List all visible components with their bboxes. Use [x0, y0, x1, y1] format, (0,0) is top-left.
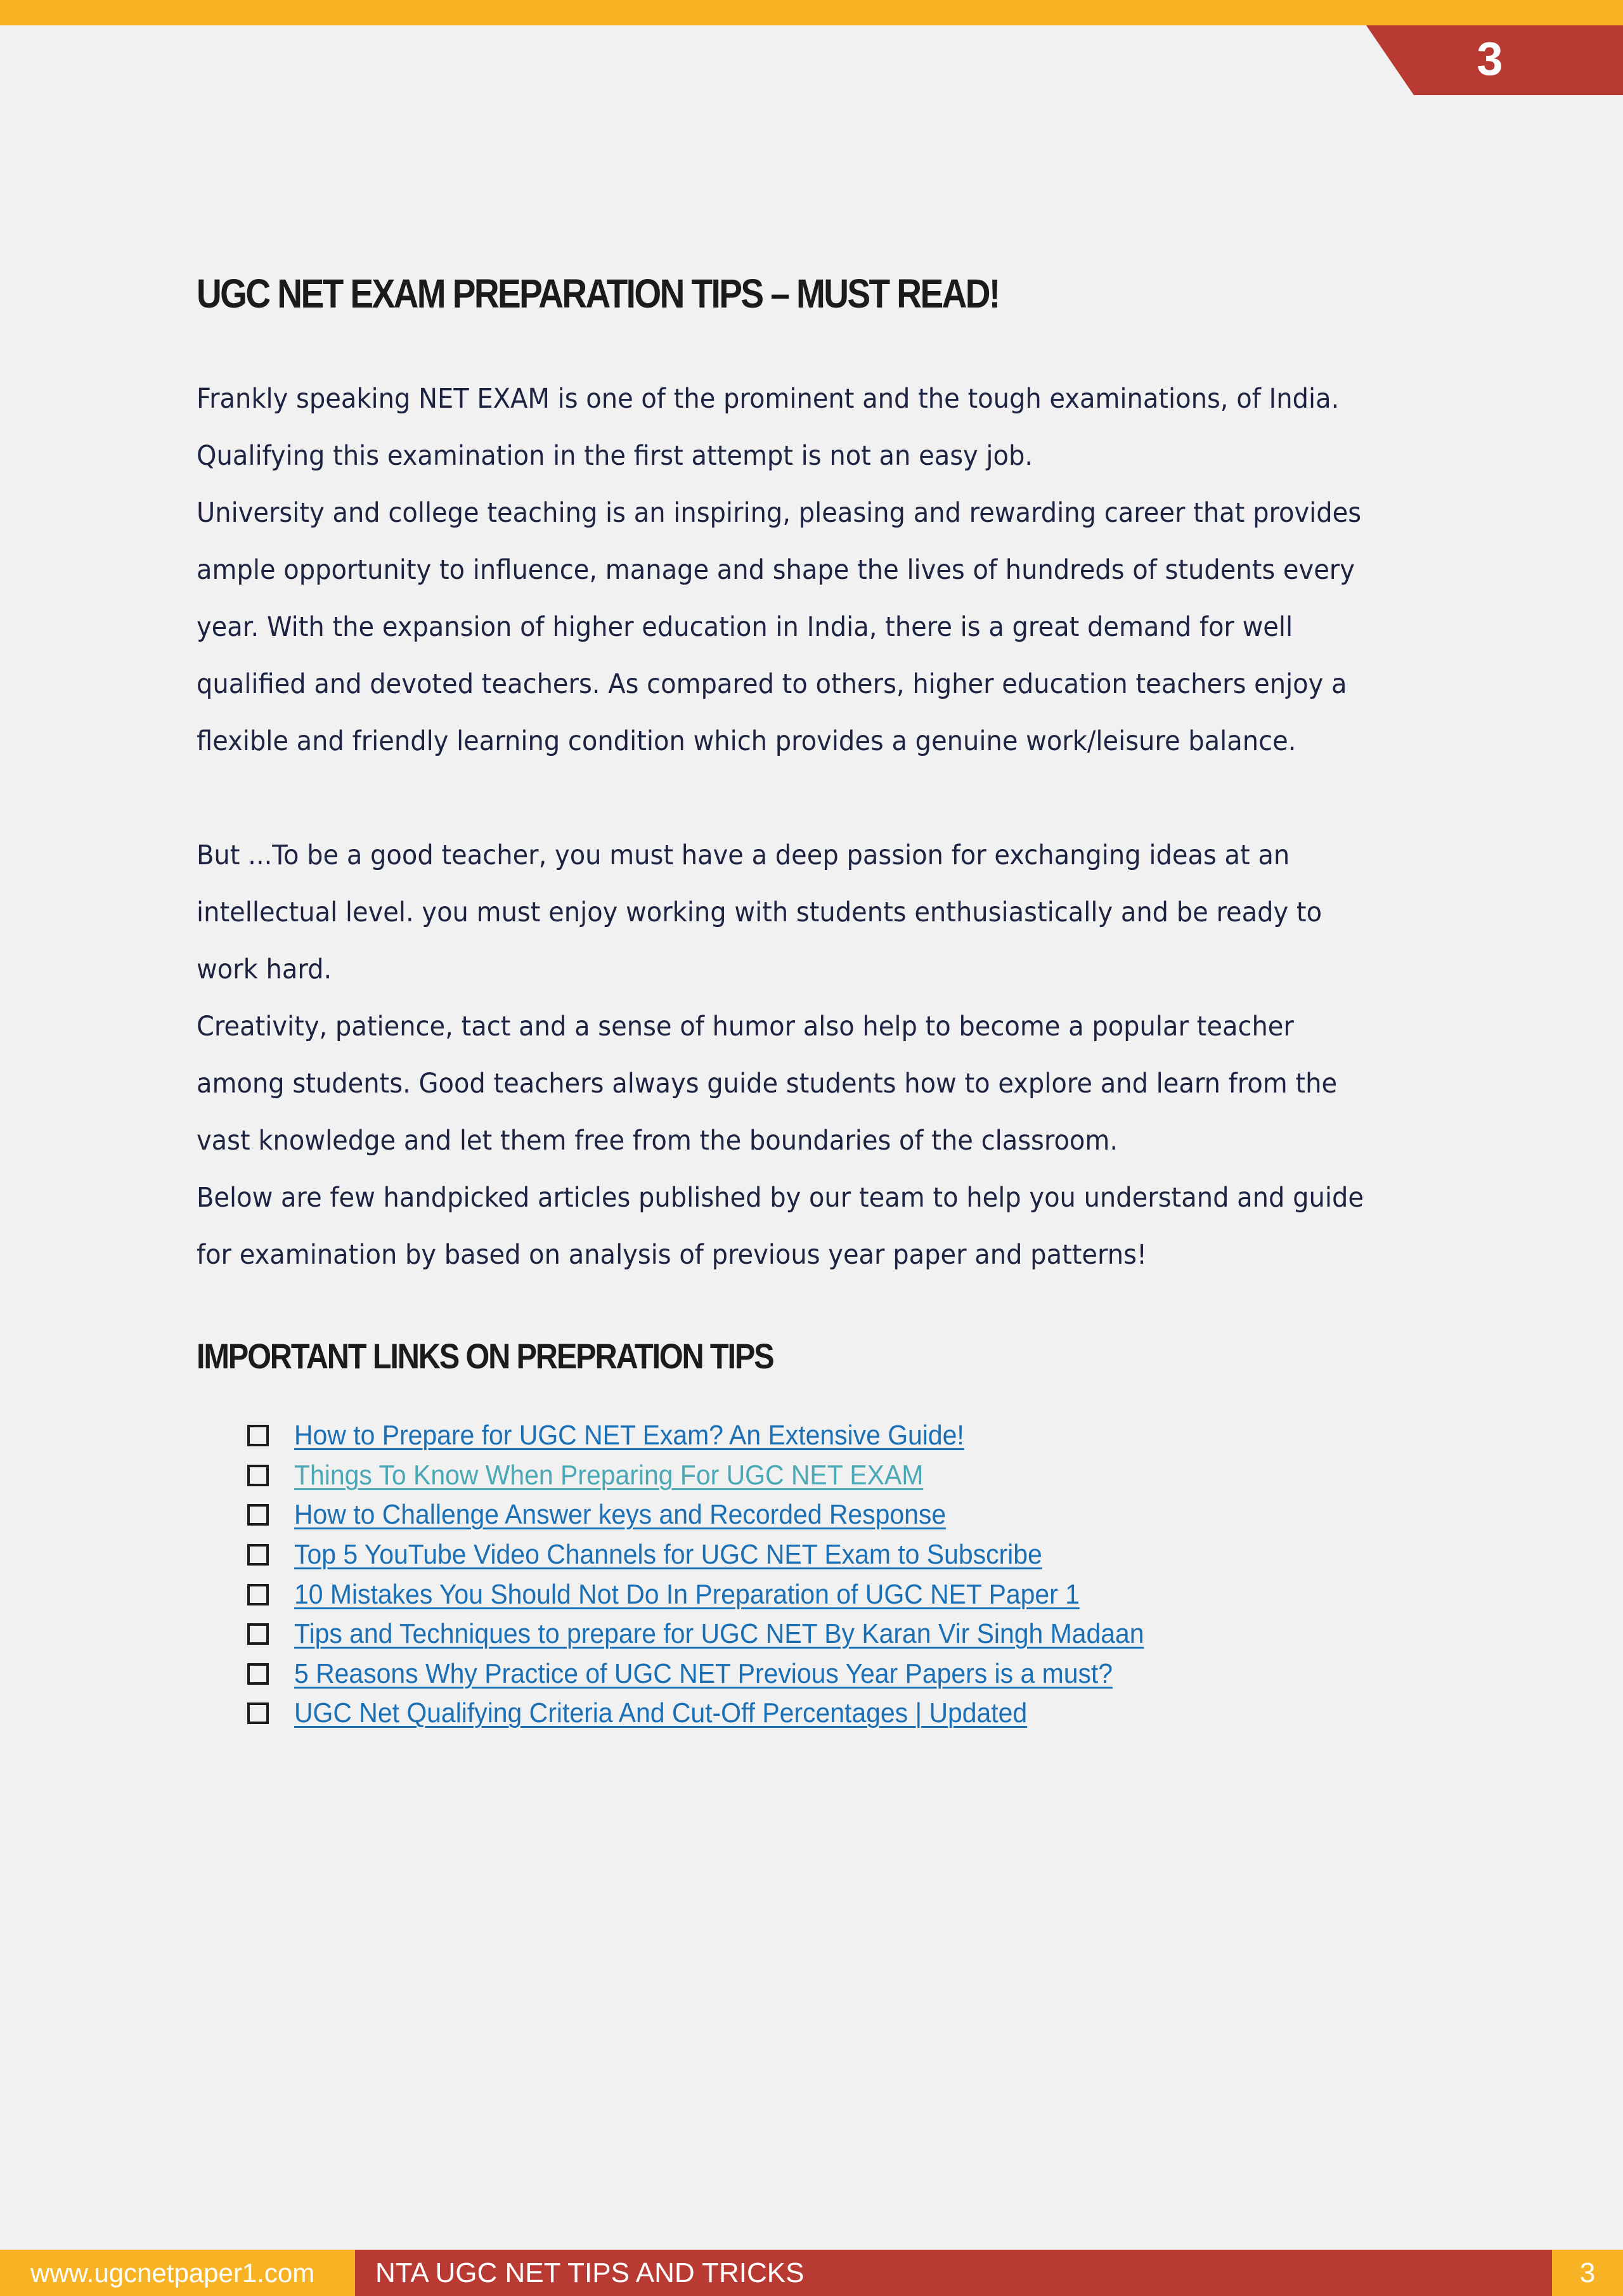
body-line: flexible and friendly learning condition which provides a genuine work/leisure balance. — [197, 725, 1296, 757]
checkbox-icon — [247, 1584, 269, 1605]
body-line: work hard. — [197, 954, 332, 985]
body-line: Frankly speaking NET EXAM is one of the prominent and the tough examinations, of India. — [197, 383, 1340, 415]
article-link[interactable]: Things To Know When Preparing For UGC NET EXAM — [294, 1459, 924, 1491]
checkbox-icon — [247, 1663, 269, 1685]
body-line: year. With the expansion of higher education in India, there is a great demand for well — [197, 611, 1293, 643]
article-link[interactable]: How to Challenge Answer keys and Recorded Response — [294, 1499, 947, 1531]
body-line: for examination by based on analysis of previous year paper and patterns! — [197, 1239, 1147, 1271]
checkbox-icon — [247, 1425, 269, 1446]
checkbox-icon — [247, 1623, 269, 1645]
footer-title: NTA UGC NET TIPS AND TRICKS — [355, 2250, 1552, 2296]
list-item — [247, 1694, 1208, 1734]
body-line: Below are few handpicked articles published by our team to help you understand and guide — [197, 1182, 1364, 1214]
checkbox-icon — [247, 1504, 269, 1526]
body-line: But ...To be a good teacher, you must have a deep passion for exchanging ideas at an — [197, 840, 1290, 871]
list-item — [247, 1654, 1208, 1694]
body-line: University and college teaching is an inspiring, pleasing and rewarding career that provides — [197, 497, 1362, 529]
page-title: UGC NET EXAM PREPARATION TIPS – MUST READ! — [197, 271, 999, 316]
article-link[interactable]: UGC Net Qualifying Criteria And Cut-Off Percentages | Updated — [294, 1697, 1028, 1729]
article-link[interactable]: Top 5 YouTube Video Channels for UGC NET Exam to Subscribe — [294, 1539, 1042, 1571]
article-link[interactable]: 10 Mistakes You Should Not Do In Preparation of UGC NET Paper 1 — [294, 1578, 1080, 1610]
article-link[interactable]: 5 Reasons Why Practice of UGC NET Previous Year Papers is a must? — [294, 1657, 1113, 1689]
top-accent-bar — [0, 0, 1623, 25]
footer-website-link[interactable]: www.ugcnetpaper1.com — [0, 2250, 355, 2296]
checkbox-icon — [247, 1465, 269, 1486]
body-line: Creativity, patience, tact and a sense of humor also help to become a popular teacher — [197, 1011, 1294, 1042]
body-line: among students. Good teachers always guide students how to explore and learn from the — [197, 1068, 1338, 1099]
page-number: 3 — [1477, 32, 1503, 85]
list-item — [247, 1495, 1208, 1535]
list-item — [247, 1416, 1208, 1456]
body-line: ample opportunity to influence, manage and shape the lives of hundreds of students every — [197, 554, 1355, 586]
article-link[interactable]: How to Prepare for UGC NET Exam? An Extensive Guide! — [294, 1420, 964, 1451]
checkbox-icon — [247, 1703, 269, 1724]
list-item — [247, 1535, 1208, 1575]
article-link[interactable]: Tips and Techniques to prepare for UGC NET By Karan Vir Singh Madaan — [294, 1618, 1144, 1650]
body-line: intellectual level. you must enjoy working with students enthusiastically and be ready to — [197, 897, 1322, 928]
body-line: Qualifying this examination in the first attempt is not an easy job. — [197, 440, 1033, 472]
body-line: vast knowledge and let them free from the boundaries of the classroom. — [197, 1125, 1118, 1157]
list-item — [247, 1456, 1208, 1496]
checkbox-icon — [247, 1544, 269, 1566]
list-item — [247, 1614, 1208, 1654]
footer-page-number: 3 — [1552, 2250, 1623, 2296]
body-line: qualified and devoted teachers. As compared to others, higher education teachers enjoy a — [197, 668, 1347, 700]
links-list — [247, 1416, 1208, 1734]
links-section-title: IMPORTANT LINKS ON PREPRATION TIPS — [197, 1336, 773, 1376]
footer — [0, 2250, 1623, 2296]
list-item — [247, 1574, 1208, 1614]
